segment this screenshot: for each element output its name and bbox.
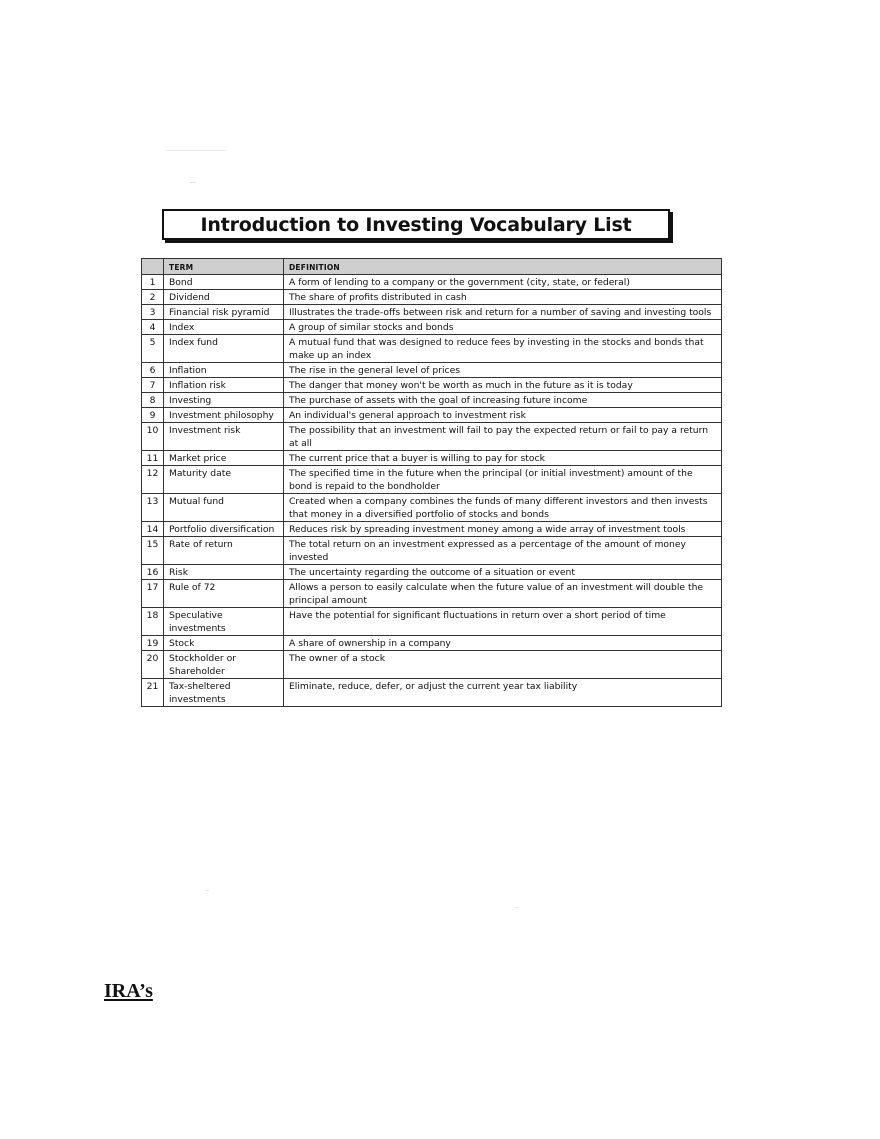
table-row [142,451,722,466]
row-number: 21 [142,679,164,707]
row-number: 19 [142,636,164,651]
definition-cell: The rise in the general level of prices [284,363,722,378]
table-row [142,275,722,290]
table-row [142,679,722,707]
term-cell: Index [164,320,284,335]
definition-cell: Reduces risk by spreading investment money among a wide array of investment tools [284,522,722,537]
row-number: 17 [142,580,164,608]
definition-cell: A form of lending to a company or the government (city, state, or federal) [284,275,722,290]
definition-cell: A mutual fund that was designed to reduce fees by investing in the stocks and bonds that make up an index [284,335,722,363]
header-definition: DEFINITION [284,259,722,275]
row-number: 20 [142,651,164,679]
term-cell: Inflation risk [164,378,284,393]
row-number: 7 [142,378,164,393]
term-cell: Maturity date [164,466,284,494]
table-row [142,466,722,494]
row-number: 18 [142,608,164,636]
definition-cell: The share of profits distributed in cash [284,290,722,305]
term-cell: Investment philosophy [164,408,284,423]
row-number: 2 [142,290,164,305]
term-cell: Bond [164,275,284,290]
row-number: 4 [142,320,164,335]
row-number: 16 [142,565,164,580]
term-cell: Investing [164,393,284,408]
term-cell: Financial risk pyramid [164,305,284,320]
scan-speck [515,907,519,908]
table-row [142,363,722,378]
row-number: 12 [142,466,164,494]
table-row [142,565,722,580]
definition-cell: The purchase of assets with the goal of increasing future income [284,393,722,408]
table-row [142,378,722,393]
definition-cell: Have the potential for significant fluctuations in return over a short period of time [284,608,722,636]
table-row [142,580,722,608]
definition-cell: Illustrates the trade-offs between risk and return for a number of saving and investing tools [284,305,722,320]
definition-cell: Created when a company combines the funds of many different investors and then invests that money in a diversified portfolio of stocks and bonds [284,494,722,522]
term-cell: Inflation [164,363,284,378]
table-header-row [142,259,722,275]
table-body [142,275,722,707]
term-cell: Market price [164,451,284,466]
definition-cell: The possibility that an investment will fail to pay the expected return or fail to pay a return at all [284,423,722,451]
table-row [142,494,722,522]
scan-speck [190,182,196,183]
definition-cell: An individual's general approach to investment risk [284,408,722,423]
row-number: 8 [142,393,164,408]
table-row [142,408,722,423]
table-row [142,537,722,565]
scan-speck [166,150,226,151]
row-number: 10 [142,423,164,451]
definition-cell: A group of similar stocks and bonds [284,320,722,335]
definition-cell: The uncertainty regarding the outcome of a situation or event [284,565,722,580]
definition-cell: The current price that a buyer is willing to pay for stock [284,451,722,466]
row-number: 5 [142,335,164,363]
row-number: 6 [142,363,164,378]
term-cell: Speculative investments [164,608,284,636]
vocabulary-table [141,258,722,707]
header-term: TERM [164,259,284,275]
table-row [142,393,722,408]
section-heading-iras: IRA’s [104,980,153,1002]
definition-cell: The specified time in the future when the principal (or initial investment) amount of the bond is repaid to the bondholder [284,466,722,494]
table-row [142,423,722,451]
table-row [142,305,722,320]
term-cell: Rate of return [164,537,284,565]
row-number: 15 [142,537,164,565]
header-number [142,259,164,275]
table-row [142,608,722,636]
row-number: 3 [142,305,164,320]
term-cell: Dividend [164,290,284,305]
term-cell: Index fund [164,335,284,363]
table-row [142,651,722,679]
definition-cell: The owner of a stock [284,651,722,679]
table-row [142,335,722,363]
term-cell: Investment risk [164,423,284,451]
term-cell: Portfolio diversification [164,522,284,537]
term-cell: Tax-sheltered investments [164,679,284,707]
term-cell: Rule of 72 [164,580,284,608]
table-row [142,290,722,305]
term-cell: Risk [164,565,284,580]
row-number: 11 [142,451,164,466]
definition-cell: A share of ownership in a company [284,636,722,651]
row-number: 14 [142,522,164,537]
term-cell: Mutual fund [164,494,284,522]
term-cell: Stockholder or Shareholder [164,651,284,679]
vocabulary-title: Introduction to Investing Vocabulary List [162,209,670,240]
definition-cell: The danger that money won't be worth as much in the future as it is today [284,378,722,393]
table-row [142,522,722,537]
row-number: 1 [142,275,164,290]
scan-speck [205,890,209,891]
definition-cell: The total return on an investment expressed as a percentage of the amount of money invested [284,537,722,565]
row-number: 9 [142,408,164,423]
definition-cell: Eliminate, reduce, defer, or adjust the current year tax liability [284,679,722,707]
row-number: 13 [142,494,164,522]
table-row [142,320,722,335]
table-row [142,636,722,651]
term-cell: Stock [164,636,284,651]
definition-cell: Allows a person to easily calculate when the future value of an investment will double the principal amount [284,580,722,608]
